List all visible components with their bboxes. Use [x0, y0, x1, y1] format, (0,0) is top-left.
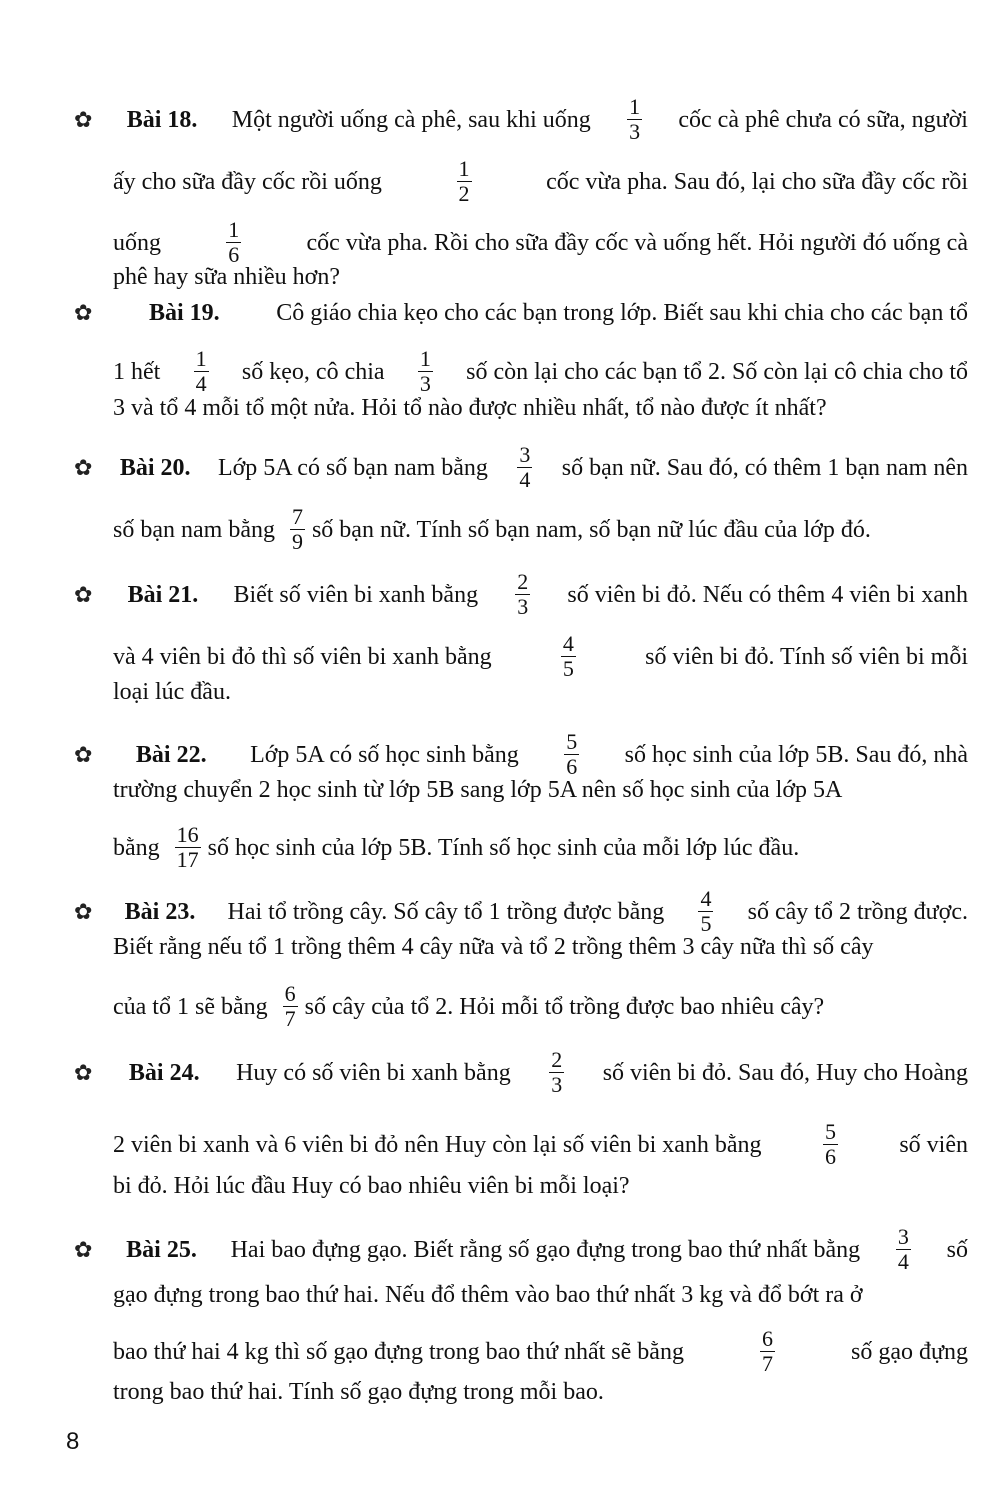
fraction-numerator: 2	[517, 569, 529, 594]
fraction-numerator: 4	[562, 631, 574, 656]
fraction	[896, 1225, 911, 1274]
problem-label: Bài 23.	[124, 898, 196, 925]
fraction-numerator: 1	[458, 156, 470, 181]
fraction-denominator: 2	[458, 181, 470, 206]
fraction	[226, 218, 241, 267]
fraction	[549, 1048, 564, 1097]
fraction	[283, 982, 298, 1031]
fraction-numerator: 1	[195, 346, 207, 371]
problem-text: số học sinh của lớp 5B. Sau đó, nhà	[624, 741, 968, 768]
problem-line	[113, 823, 968, 872]
problem-line	[113, 157, 968, 206]
problem-text: bao thứ hai 4 kg thì số gạo đựng trong bao thứ nhất sẽ bằng	[113, 1338, 684, 1365]
problem-text: số viên bi đỏ. Tính số viên bi mỗi	[645, 643, 968, 670]
problem-line	[74, 298, 968, 328]
fraction-numerator: 5	[824, 1119, 836, 1144]
fraction	[564, 730, 579, 779]
problem-text: 2 viên bi xanh và 6 viên bi đỏ nên Huy còn lại số viên bi xanh bằng	[113, 1131, 762, 1158]
fraction	[517, 443, 532, 492]
problem-text: số viên	[899, 1131, 968, 1158]
problem-label: Bài 25.	[126, 1236, 197, 1263]
problem-line	[113, 1377, 968, 1407]
fraction-numerator: 1	[629, 94, 641, 119]
fraction	[457, 157, 472, 206]
problem-text: số bạn nữ. Sau đó, có thêm 1 bạn nam nên	[561, 454, 968, 481]
problem-line	[113, 632, 968, 681]
problem-line	[113, 1120, 968, 1169]
fraction-denominator: 3	[629, 119, 641, 144]
fraction	[290, 505, 305, 554]
problem-text: Hai tổ trồng cây. Số cây tổ 1 trồng được bằng	[227, 898, 665, 925]
problem-line	[113, 1280, 968, 1310]
fraction-denominator: 4	[195, 371, 207, 396]
problem-line	[74, 730, 968, 779]
fraction-numerator: 2	[551, 1047, 563, 1072]
problem-text: của tổ 1 sẽ bằng	[113, 993, 268, 1020]
problem-text: trường chuyển 2 học sinh từ lớp 5B sang lớp 5A nên số học sinh của lớp 5A	[113, 777, 843, 803]
fraction-denominator: 3	[517, 594, 529, 619]
fraction-denominator: 6	[824, 1144, 836, 1169]
fraction-denominator: 6	[566, 754, 578, 779]
problem-line	[113, 932, 968, 962]
problem-text: cốc cà phê chưa có sữa, người	[678, 106, 968, 133]
fraction-numerator: 4	[700, 886, 712, 911]
problem-line	[113, 262, 968, 292]
problem-line	[74, 1048, 968, 1097]
fraction	[698, 887, 713, 936]
flower-icon: ✿	[74, 1236, 93, 1262]
problem-text: Hai bao đựng gạo. Biết rằng số gạo đựng trong bao thứ nhất bằng	[230, 1236, 861, 1263]
problem-label: Bài 20.	[119, 454, 191, 481]
problem-label: Bài 19.	[148, 300, 220, 326]
fraction-denominator: 3	[419, 371, 431, 396]
flower-icon: ✿	[74, 454, 93, 480]
problem-line	[113, 1327, 968, 1376]
problem-text: số bạn nữ. Tính số bạn nam, số bạn nữ lúc đầu của lớp đó.	[311, 516, 871, 543]
problem-line	[74, 570, 968, 619]
problem-text: cốc vừa pha. Rồi cho sữa đầy cốc và uống hết. Hỏi người đó uống cà	[306, 229, 968, 256]
problem-text: số cây của tổ 2. Hỏi mỗi tổ trồng được bao nhiêu cây?	[304, 993, 825, 1020]
fraction-denominator: 17	[176, 847, 199, 872]
problem-line	[113, 393, 968, 423]
problem-text: bằng	[113, 834, 160, 861]
fraction-denominator: 7	[761, 1351, 773, 1376]
flower-icon: ✿	[74, 106, 93, 132]
problem-text: trong bao thứ hai. Tính số gạo đựng trong mỗi bao.	[113, 1379, 604, 1405]
problem-text: phê hay sữa nhiều hơn?	[113, 264, 340, 290]
problem-text: Huy có số viên bi xanh bằng	[236, 1059, 511, 1086]
problem-text: bi đỏ. Hỏi lúc đầu Huy có bao nhiêu viên bi mỗi loại?	[113, 1173, 630, 1199]
fraction	[561, 632, 576, 681]
page-number: 8	[66, 1428, 80, 1455]
problem-label: Bài 24.	[128, 1059, 200, 1086]
problem-text: số gạo đựng	[851, 1338, 968, 1365]
problem-line	[113, 1171, 968, 1201]
problem-text: uống	[113, 229, 161, 256]
fraction	[823, 1120, 838, 1169]
problem-text: cốc vừa pha. Sau đó, lại cho sữa đầy cốc rồi	[546, 168, 968, 195]
fraction	[194, 347, 209, 396]
fraction-denominator: 5	[700, 911, 712, 936]
fraction-denominator: 5	[562, 656, 574, 681]
problem-text: Cô giáo chia kẹo cho các bạn trong lớp. Biết sau khi chia cho các bạn tổ	[276, 300, 968, 326]
flower-icon: ✿	[74, 300, 93, 325]
problem-text: 1 hết	[113, 358, 161, 385]
fraction-numerator: 3	[519, 442, 531, 467]
problem-label: Bài 21.	[127, 581, 199, 608]
problem-text: Biết số viên bi xanh bằng	[233, 581, 479, 608]
fraction-denominator: 9	[291, 529, 303, 554]
problem-line	[113, 982, 968, 1031]
problem-line	[113, 677, 968, 707]
problem-text: Lớp 5A có số học sinh bằng	[250, 741, 519, 768]
flower-icon: ✿	[74, 581, 93, 607]
problem-line	[74, 443, 968, 492]
fraction-denominator: 3	[551, 1072, 563, 1097]
fraction	[515, 570, 530, 619]
fraction-numerator: 1	[228, 217, 240, 242]
fraction-numerator: 7	[291, 504, 303, 529]
fraction	[627, 95, 642, 144]
fraction-numerator: 1	[419, 346, 431, 371]
fraction-denominator: 7	[284, 1006, 296, 1031]
problem-text: loại lúc đầu.	[113, 679, 231, 705]
problem-text: 3 và tổ 4 mỗi tổ một nửa. Hỏi tổ nào được nhiều nhất, tổ nào được ít nhất?	[113, 395, 827, 421]
problem-text: và 4 viên bi đỏ thì số viên bi xanh bằng	[113, 643, 492, 670]
fraction-numerator: 6	[284, 981, 296, 1006]
problem-text: số cây tổ 2 trồng được.	[747, 898, 968, 925]
problem-line	[74, 1225, 968, 1274]
problem-text: Lớp 5A có số bạn nam bằng	[217, 454, 488, 481]
problem-line	[113, 775, 968, 805]
problem-text: Biết rằng nếu tổ 1 trồng thêm 4 cây nữa và tổ 2 trồng thêm 3 cây nữa thì số cây	[113, 934, 874, 960]
fraction-numerator: 16	[176, 822, 199, 847]
problem-label: Bài 22.	[135, 741, 207, 768]
problem-line	[74, 95, 968, 144]
problem-line	[113, 218, 968, 267]
problem-text: số kẹo, cô chia	[241, 358, 385, 385]
flower-icon: ✿	[74, 1059, 93, 1085]
fraction-denominator: 6	[228, 242, 240, 267]
problem-text: ấy cho sữa đầy cốc rồi uống	[113, 168, 382, 195]
problem-text: gạo đựng trong bao thứ hai. Nếu đổ thêm vào bao thứ nhất 3 kg và đổ bớt ra ở	[113, 1282, 863, 1308]
fraction-denominator: 4	[897, 1249, 909, 1274]
problem-text: số học sinh của lớp 5B. Tính số học sinh của mỗi lớp lúc đầu.	[207, 834, 800, 861]
problem-line	[74, 887, 968, 936]
fraction-numerator: 3	[897, 1224, 909, 1249]
fraction	[418, 347, 433, 396]
problem-text: số viên bi đỏ. Sau đó, Huy cho Hoàng	[602, 1059, 968, 1086]
fraction	[175, 823, 201, 872]
problem-text: số	[946, 1236, 968, 1263]
fraction-numerator: 5	[566, 729, 578, 754]
problem-text: số bạn nam bằng	[113, 516, 275, 543]
flower-icon: ✿	[74, 898, 93, 924]
problem-text: Một người uống cà phê, sau khi uống	[231, 106, 591, 133]
fraction-denominator: 4	[519, 467, 531, 492]
flower-icon: ✿	[74, 741, 93, 767]
problem-text: số còn lại cho các bạn tổ 2. Số còn lại cô chia cho tổ	[466, 358, 968, 385]
problem-line	[113, 347, 968, 396]
problem-line	[113, 505, 968, 554]
fraction-numerator: 6	[761, 1326, 773, 1351]
problem-text: số viên bi đỏ. Nếu có thêm 4 viên bi xanh	[567, 581, 968, 608]
problem-label: Bài 18.	[126, 106, 198, 133]
fraction	[760, 1327, 775, 1376]
